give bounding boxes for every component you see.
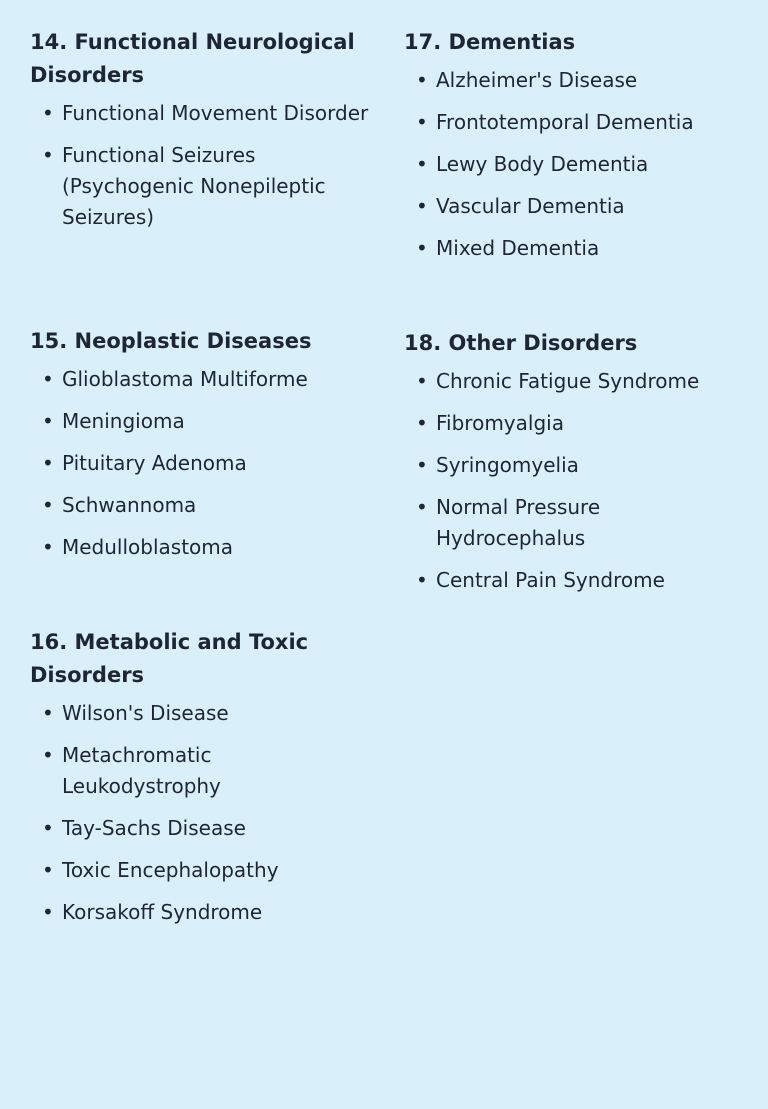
list-item-text: Glioblastoma Multiforme (62, 367, 308, 391)
section-other-disorders (404, 327, 754, 607)
item-list (404, 366, 754, 596)
list-item: • Korsakoff Syndrome (42, 900, 263, 924)
list-item-text: Fibromyalgia (436, 411, 564, 435)
section-title: 18. Other Disorders (404, 331, 638, 355)
list-item: • Mixed Dementia (416, 236, 600, 260)
list-item-text: Wilson's Disease (62, 701, 229, 725)
list-item: • Glioblastoma Multiforme (42, 367, 308, 391)
list-item-text: Frontotemporal Dementia (436, 110, 694, 134)
list-item: • Wilson's Disease (42, 701, 229, 725)
list-item: • Lewy Body Dementia (416, 152, 649, 176)
item-list (30, 98, 375, 233)
section-neoplastic-diseases (30, 325, 375, 574)
item-list (30, 364, 375, 563)
item-list (30, 698, 375, 928)
list-item: • Normal Pressure Hydrocephalus (416, 495, 601, 550)
list-item: • Syringomyelia (416, 453, 579, 477)
list-item-text: Central Pain Syndrome (436, 568, 665, 592)
list-item-text: Normal Pressure Hydrocephalus (436, 495, 601, 550)
list-item-text: Alzheimer's Disease (436, 68, 638, 92)
list-item: • Fibromyalgia (416, 411, 564, 435)
list-item: • Functional Seizures (Psychogenic Nonepileptic Seizures) (42, 143, 326, 229)
list-item: • Toxic Encephalopathy (42, 858, 279, 882)
list-item: • Metachromatic Leukodystrophy (42, 743, 221, 798)
list-item-text: Meningioma (62, 409, 185, 433)
section-title: 15. Neoplastic Diseases (30, 329, 312, 353)
list-item-text: Functional Movement Disorder (62, 101, 369, 125)
list-item-text: Functional Seizures (Psychogenic Nonepileptic Seizures) (62, 143, 326, 229)
list-item: • Central Pain Syndrome (416, 568, 665, 592)
list-item: • Frontotemporal Dementia (416, 110, 694, 134)
section-title: 14. Functional Neurological Disorders (30, 30, 355, 87)
list-item-text: Korsakoff Syndrome (62, 900, 263, 924)
list-item: • Medulloblastoma (42, 535, 234, 559)
list-item-text: Syringomyelia (436, 453, 579, 477)
list-item-text: Vascular Dementia (436, 194, 625, 218)
list-item-text: Chronic Fatigue Syndrome (436, 369, 700, 393)
section-dementias (404, 26, 754, 275)
list-item-text: Mixed Dementia (436, 236, 600, 260)
section-title: 17. Dementias (404, 30, 576, 54)
list-item: • Chronic Fatigue Syndrome (416, 369, 700, 393)
list-item: • Pituitary Adenoma (42, 451, 247, 475)
list-item-text: Lewy Body Dementia (436, 152, 649, 176)
list-item-text: Pituitary Adenoma (62, 451, 247, 475)
list-item-text: Tay-Sachs Disease (62, 816, 246, 840)
list-item-text: Toxic Encephalopathy (62, 858, 279, 882)
list-item: • Meningioma (42, 409, 185, 433)
list-item: • Functional Movement Disorder (42, 101, 369, 125)
section-title: 16. Metabolic and Toxic Disorders (30, 630, 309, 687)
list-item-text: Metachromatic Leukodystrophy (62, 743, 221, 798)
list-item-text: Medulloblastoma (62, 535, 234, 559)
list-item-text: Schwannoma (62, 493, 197, 517)
list-item: • Vascular Dementia (416, 194, 625, 218)
list-item: • Tay-Sachs Disease (42, 816, 246, 840)
section-functional-neurological-disorders (30, 26, 375, 244)
item-list (404, 65, 754, 264)
list-item: • Schwannoma (42, 493, 197, 517)
list-item: • Alzheimer's Disease (416, 68, 638, 92)
section-metabolic-and-toxic-disorders (30, 626, 375, 939)
